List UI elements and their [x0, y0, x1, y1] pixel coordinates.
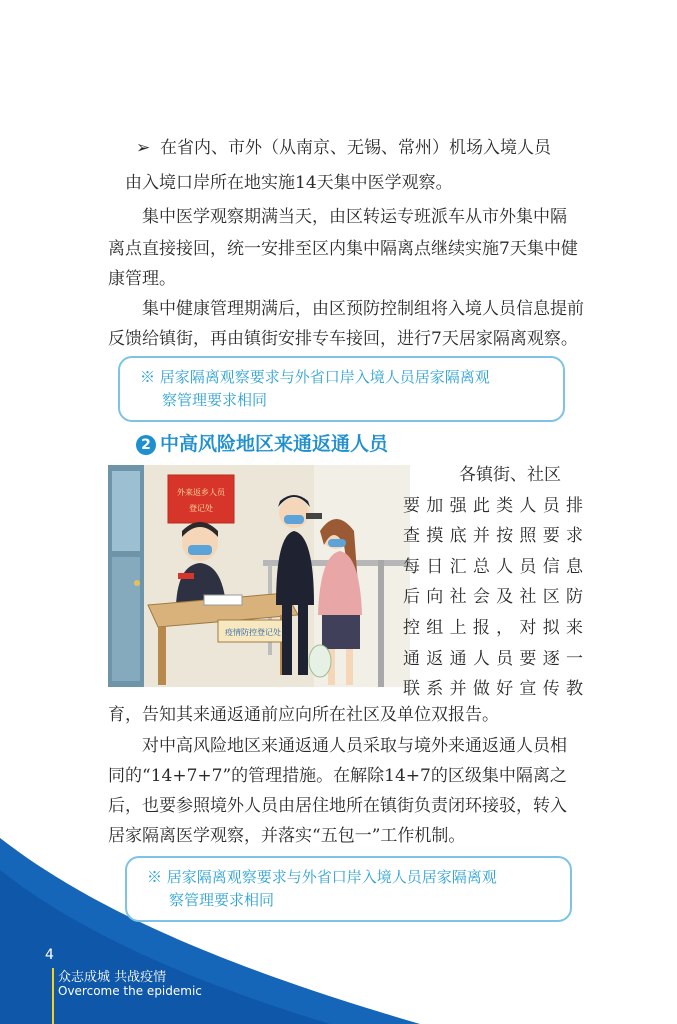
- paragraph-line: 集中医学观察期满当天，由区转运专班派车从市外集中隔: [142, 207, 567, 227]
- side-paragraph: [403, 460, 583, 705]
- paragraph-line: 由入境口岸所在地实施14天集中医学观察。: [125, 173, 453, 193]
- paragraph-line: 控组上报，对拟来: [403, 617, 583, 638]
- desk-label: 疫情防控登记处: [225, 628, 281, 637]
- paragraph-line: 离点直接接回，统一安排至区内集中隔离点继续实施7天集中健: [108, 239, 578, 259]
- paragraph-line: 联系并做好宣传教: [403, 679, 583, 700]
- note-box: [118, 356, 565, 422]
- section-number-badge: 2: [136, 435, 156, 455]
- paragraph-line: 后，也要参照境外人员由居住地所在镇街负责闭环接驳，转入: [108, 796, 567, 816]
- paragraph-line: 后向社会及社区防: [403, 587, 583, 608]
- paragraph-line: 每日汇总人员信息: [403, 556, 583, 577]
- note-line: ※ 居家隔离观察要求与外省口岸入境人员居家隔离观: [147, 868, 497, 886]
- footer-accent-bar: [52, 968, 54, 1024]
- paragraph-line: 同的“14+7+7”的管理措施。在解除14+7的区级集中隔离之: [108, 766, 567, 786]
- bullet-arrow-icon: ➢: [136, 138, 151, 158]
- paragraph-line: 反馈给镇街，再由镇街安排专车接回，进行7天居家隔离观察。: [108, 329, 578, 349]
- note-line: ※ 居家隔离观察要求与外省口岸入境人员居家隔离观: [140, 368, 490, 386]
- paragraph-line: 居家隔离医学观察，并落实“五包一”工作机制。: [108, 826, 466, 846]
- section2-heading: [136, 431, 388, 457]
- note-box: [125, 856, 572, 922]
- footer-slogan-cn: 众志成城 共战疫情: [58, 970, 167, 985]
- footer-slogan-en: Overcome the epidemic: [58, 984, 202, 998]
- paragraph-line: 通返通人员要逐一: [403, 648, 583, 669]
- section2-title: 中高风险地区来通返通人员: [160, 433, 389, 455]
- paragraph-line: 集中健康管理期满后，由区预防控制组将入境人员信息提前: [142, 299, 584, 319]
- section1-title: 在省内、市外（从南京、无锡、常州）机场入境人员: [160, 138, 551, 158]
- paragraph-line: 康管理。: [108, 269, 176, 289]
- paragraph-line: 育，告知其来通返通前应向所在社区及单位双报告。: [108, 705, 499, 725]
- page-number: 4: [45, 947, 54, 963]
- paragraph-line: 查摸底并按照要求: [403, 526, 583, 547]
- paragraph-line: 对中高风险地区来通返通人员采取与境外来通返通人员相: [142, 736, 567, 756]
- sign-text: 外来返乡人员: [177, 488, 225, 497]
- paragraph-line: 各镇街、社区: [459, 465, 561, 485]
- checkpoint-illustration: [108, 465, 410, 687]
- note-line: 察管理要求相同: [169, 891, 275, 909]
- paragraph-line: 要加强此类人员排: [403, 495, 583, 516]
- note-line: 察管理要求相同: [162, 391, 268, 409]
- svg-text:登记处: 登记处: [189, 504, 213, 513]
